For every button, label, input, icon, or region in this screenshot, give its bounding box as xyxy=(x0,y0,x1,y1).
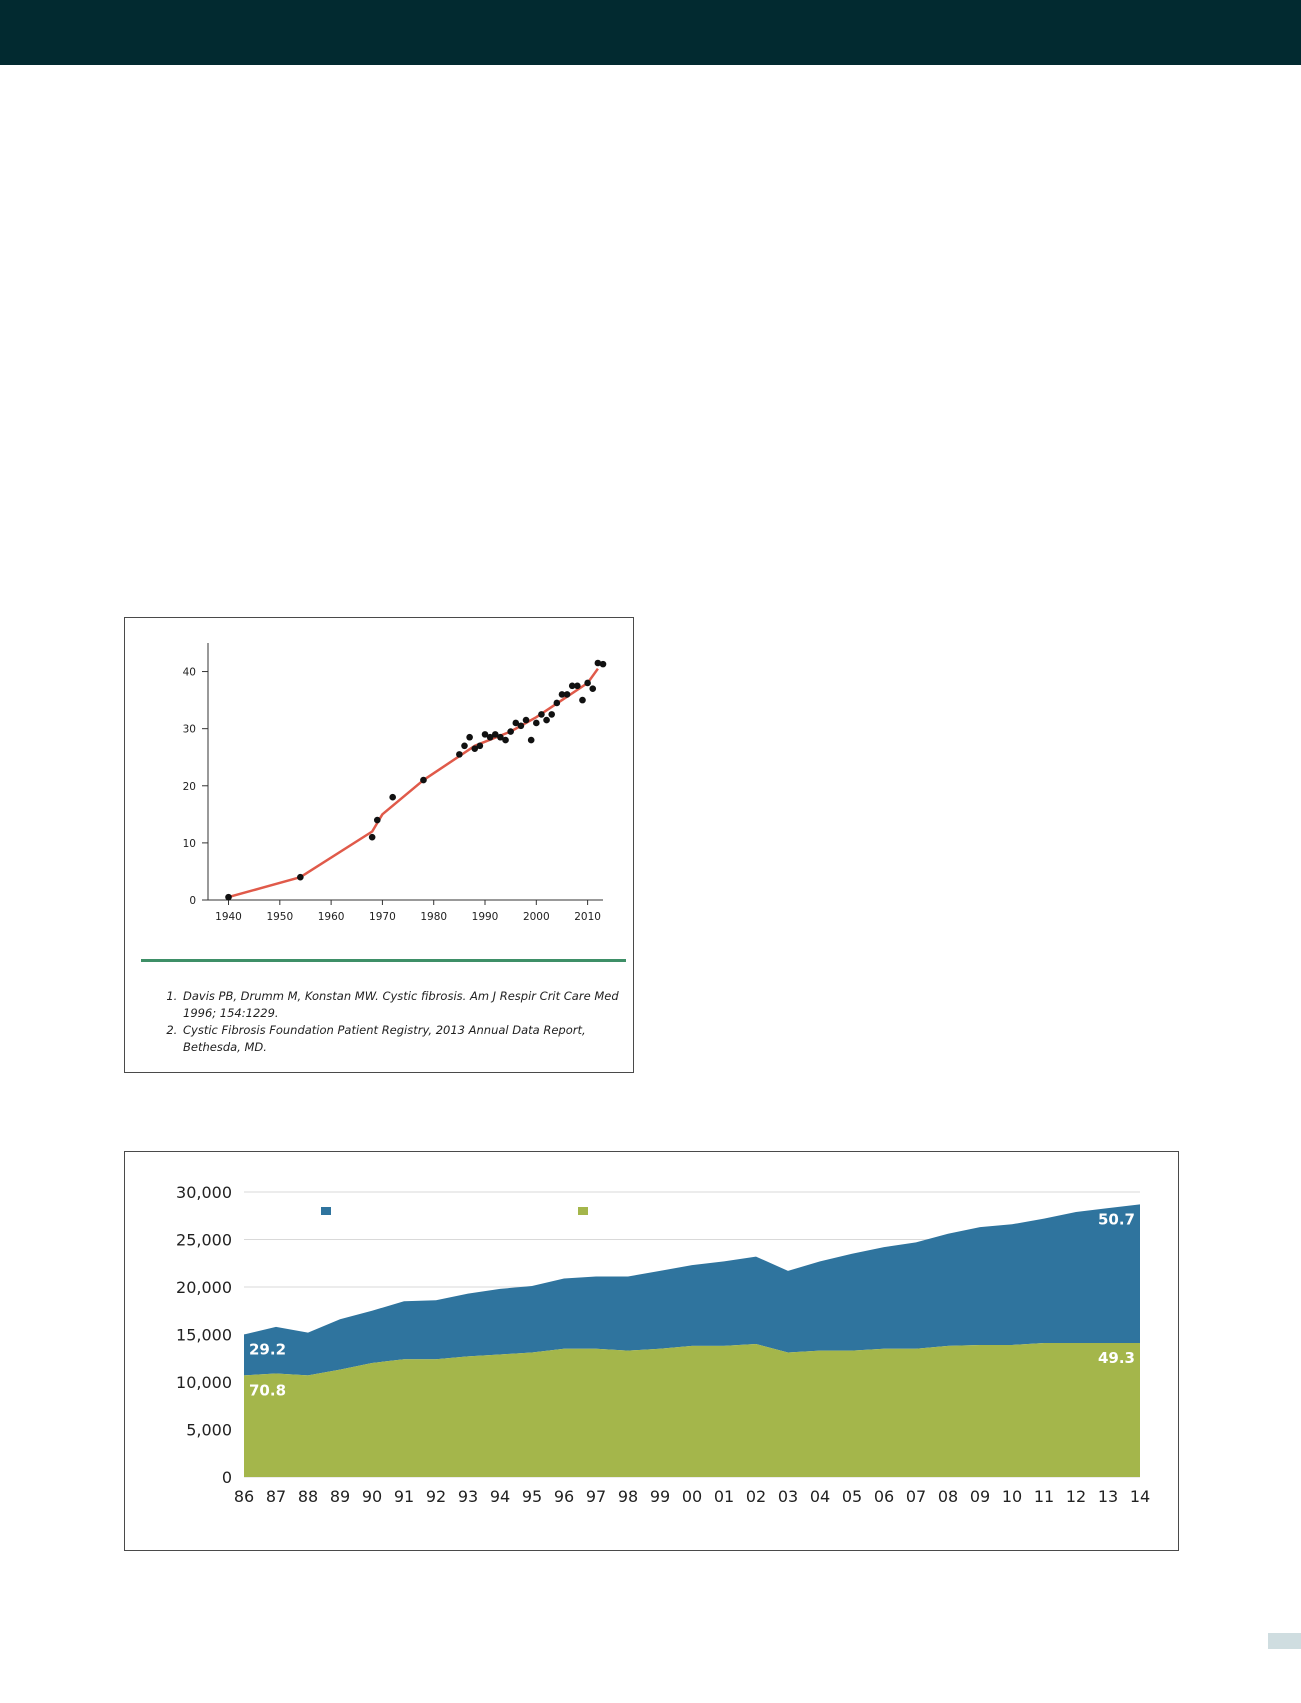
x-tick-label: 94 xyxy=(489,1487,511,1506)
x-tick-label: 92 xyxy=(425,1487,447,1506)
y-tick-label: 20,000 xyxy=(176,1278,232,1297)
data-point xyxy=(589,685,596,692)
legend-swatch-bottom xyxy=(578,1207,588,1215)
data-point xyxy=(297,874,304,881)
y-tick-label: 30 xyxy=(182,723,196,736)
x-tick-label: 98 xyxy=(617,1487,639,1506)
x-tick-label: 09 xyxy=(969,1487,991,1506)
data-point xyxy=(584,680,591,687)
survival-chart-panel xyxy=(124,617,634,1073)
data-point xyxy=(548,711,555,718)
x-tick-label: 89 xyxy=(329,1487,351,1506)
y-tick-label: 5,000 xyxy=(186,1420,232,1440)
reference-1: 1. Davis PB, Drumm M, Konstan MW. Cystic fibrosis. Am J Respir Crit Care Med 1996; 154:1229. xyxy=(181,988,625,1022)
x-tick-label: 1940 xyxy=(215,911,242,923)
x-tick-label: 03 xyxy=(777,1487,799,1506)
data-point xyxy=(564,691,571,698)
data-point xyxy=(574,683,581,690)
x-tick-label: 87 xyxy=(265,1487,287,1506)
data-point xyxy=(420,777,427,784)
data-point xyxy=(507,728,514,735)
x-tick-label: 99 xyxy=(649,1487,671,1506)
references xyxy=(165,988,625,1056)
fit-line xyxy=(229,669,598,897)
data-point xyxy=(579,697,586,704)
divider-line xyxy=(141,959,626,962)
data-point xyxy=(389,794,396,801)
x-tick-label: 13 xyxy=(1097,1487,1119,1506)
area-chart xyxy=(125,1152,1178,1550)
data-point xyxy=(456,751,463,758)
y-tick-label: 15,000 xyxy=(176,1325,232,1345)
data-point xyxy=(477,743,484,750)
x-tick-label: 97 xyxy=(585,1487,607,1506)
x-tick-label: 2000 xyxy=(522,911,550,923)
x-tick-label: 05 xyxy=(841,1487,863,1506)
data-point xyxy=(502,737,509,744)
data-point xyxy=(528,737,535,744)
y-tick-label: 0 xyxy=(189,895,196,907)
x-tick-label: 1950 xyxy=(266,911,294,923)
data-point xyxy=(543,717,550,724)
data-label: 50.7 xyxy=(1097,1210,1135,1229)
scatter-chart xyxy=(125,618,633,948)
y-tick-label: 20 xyxy=(182,780,196,793)
x-tick-label: 93 xyxy=(457,1487,479,1506)
x-tick-label: 02 xyxy=(745,1487,767,1506)
data-point xyxy=(538,711,545,718)
legend-swatch-top xyxy=(321,1207,331,1215)
x-tick-label: 91 xyxy=(393,1487,415,1506)
data-point xyxy=(374,817,381,824)
data-point xyxy=(225,894,232,901)
x-tick-label: 96 xyxy=(553,1487,575,1506)
x-tick-label: 2010 xyxy=(574,911,601,923)
data-point xyxy=(466,734,473,741)
data-point xyxy=(461,743,468,750)
data-point xyxy=(369,834,376,841)
data-point xyxy=(533,720,540,727)
data-point xyxy=(554,700,561,707)
x-tick-label: 01 xyxy=(713,1487,735,1506)
x-tick-label: 90 xyxy=(361,1487,383,1506)
y-tick-label: 30,000 xyxy=(176,1183,232,1202)
x-tick-label: 08 xyxy=(937,1487,959,1506)
population-chart-panel xyxy=(124,1151,1179,1551)
data-point xyxy=(523,717,530,724)
area-series-bottom xyxy=(244,1340,1140,1477)
x-tick-label: 06 xyxy=(873,1487,895,1506)
x-tick-label: 14 xyxy=(1129,1487,1151,1506)
data-label: 29.2 xyxy=(249,1340,287,1359)
y-tick-label: 10,000 xyxy=(176,1373,232,1392)
x-tick-label: 1980 xyxy=(420,911,448,923)
data-point xyxy=(518,723,525,730)
reference-2: 2. Cystic Fibrosis Foundation Patient Registry, 2013 Annual Data Report, Bethesda, MD. xyxy=(181,1022,625,1056)
x-tick-label: 1960 xyxy=(317,911,345,923)
data-label: 70.8 xyxy=(249,1381,287,1400)
x-tick-label: 04 xyxy=(809,1487,831,1506)
x-tick-label: 07 xyxy=(905,1487,927,1506)
y-tick-label: 40 xyxy=(182,666,196,679)
x-tick-label: 86 xyxy=(233,1487,255,1506)
x-tick-label: 1990 xyxy=(471,911,499,923)
data-point xyxy=(600,661,607,668)
header-band xyxy=(0,0,1301,65)
x-tick-label: 1970 xyxy=(369,911,396,923)
page-tab xyxy=(1268,1633,1301,1649)
data-label: 49.3 xyxy=(1097,1349,1135,1368)
x-tick-label: 11 xyxy=(1033,1487,1055,1506)
y-tick-label: 10 xyxy=(182,837,196,850)
x-tick-label: 12 xyxy=(1065,1487,1087,1506)
x-tick-label: 88 xyxy=(297,1487,319,1506)
x-tick-label: 95 xyxy=(521,1487,543,1506)
y-tick-label: 0 xyxy=(221,1468,232,1487)
x-tick-label: 10 xyxy=(1001,1487,1023,1506)
x-tick-label: 00 xyxy=(681,1487,703,1506)
y-tick-label: 25,000 xyxy=(176,1230,232,1250)
